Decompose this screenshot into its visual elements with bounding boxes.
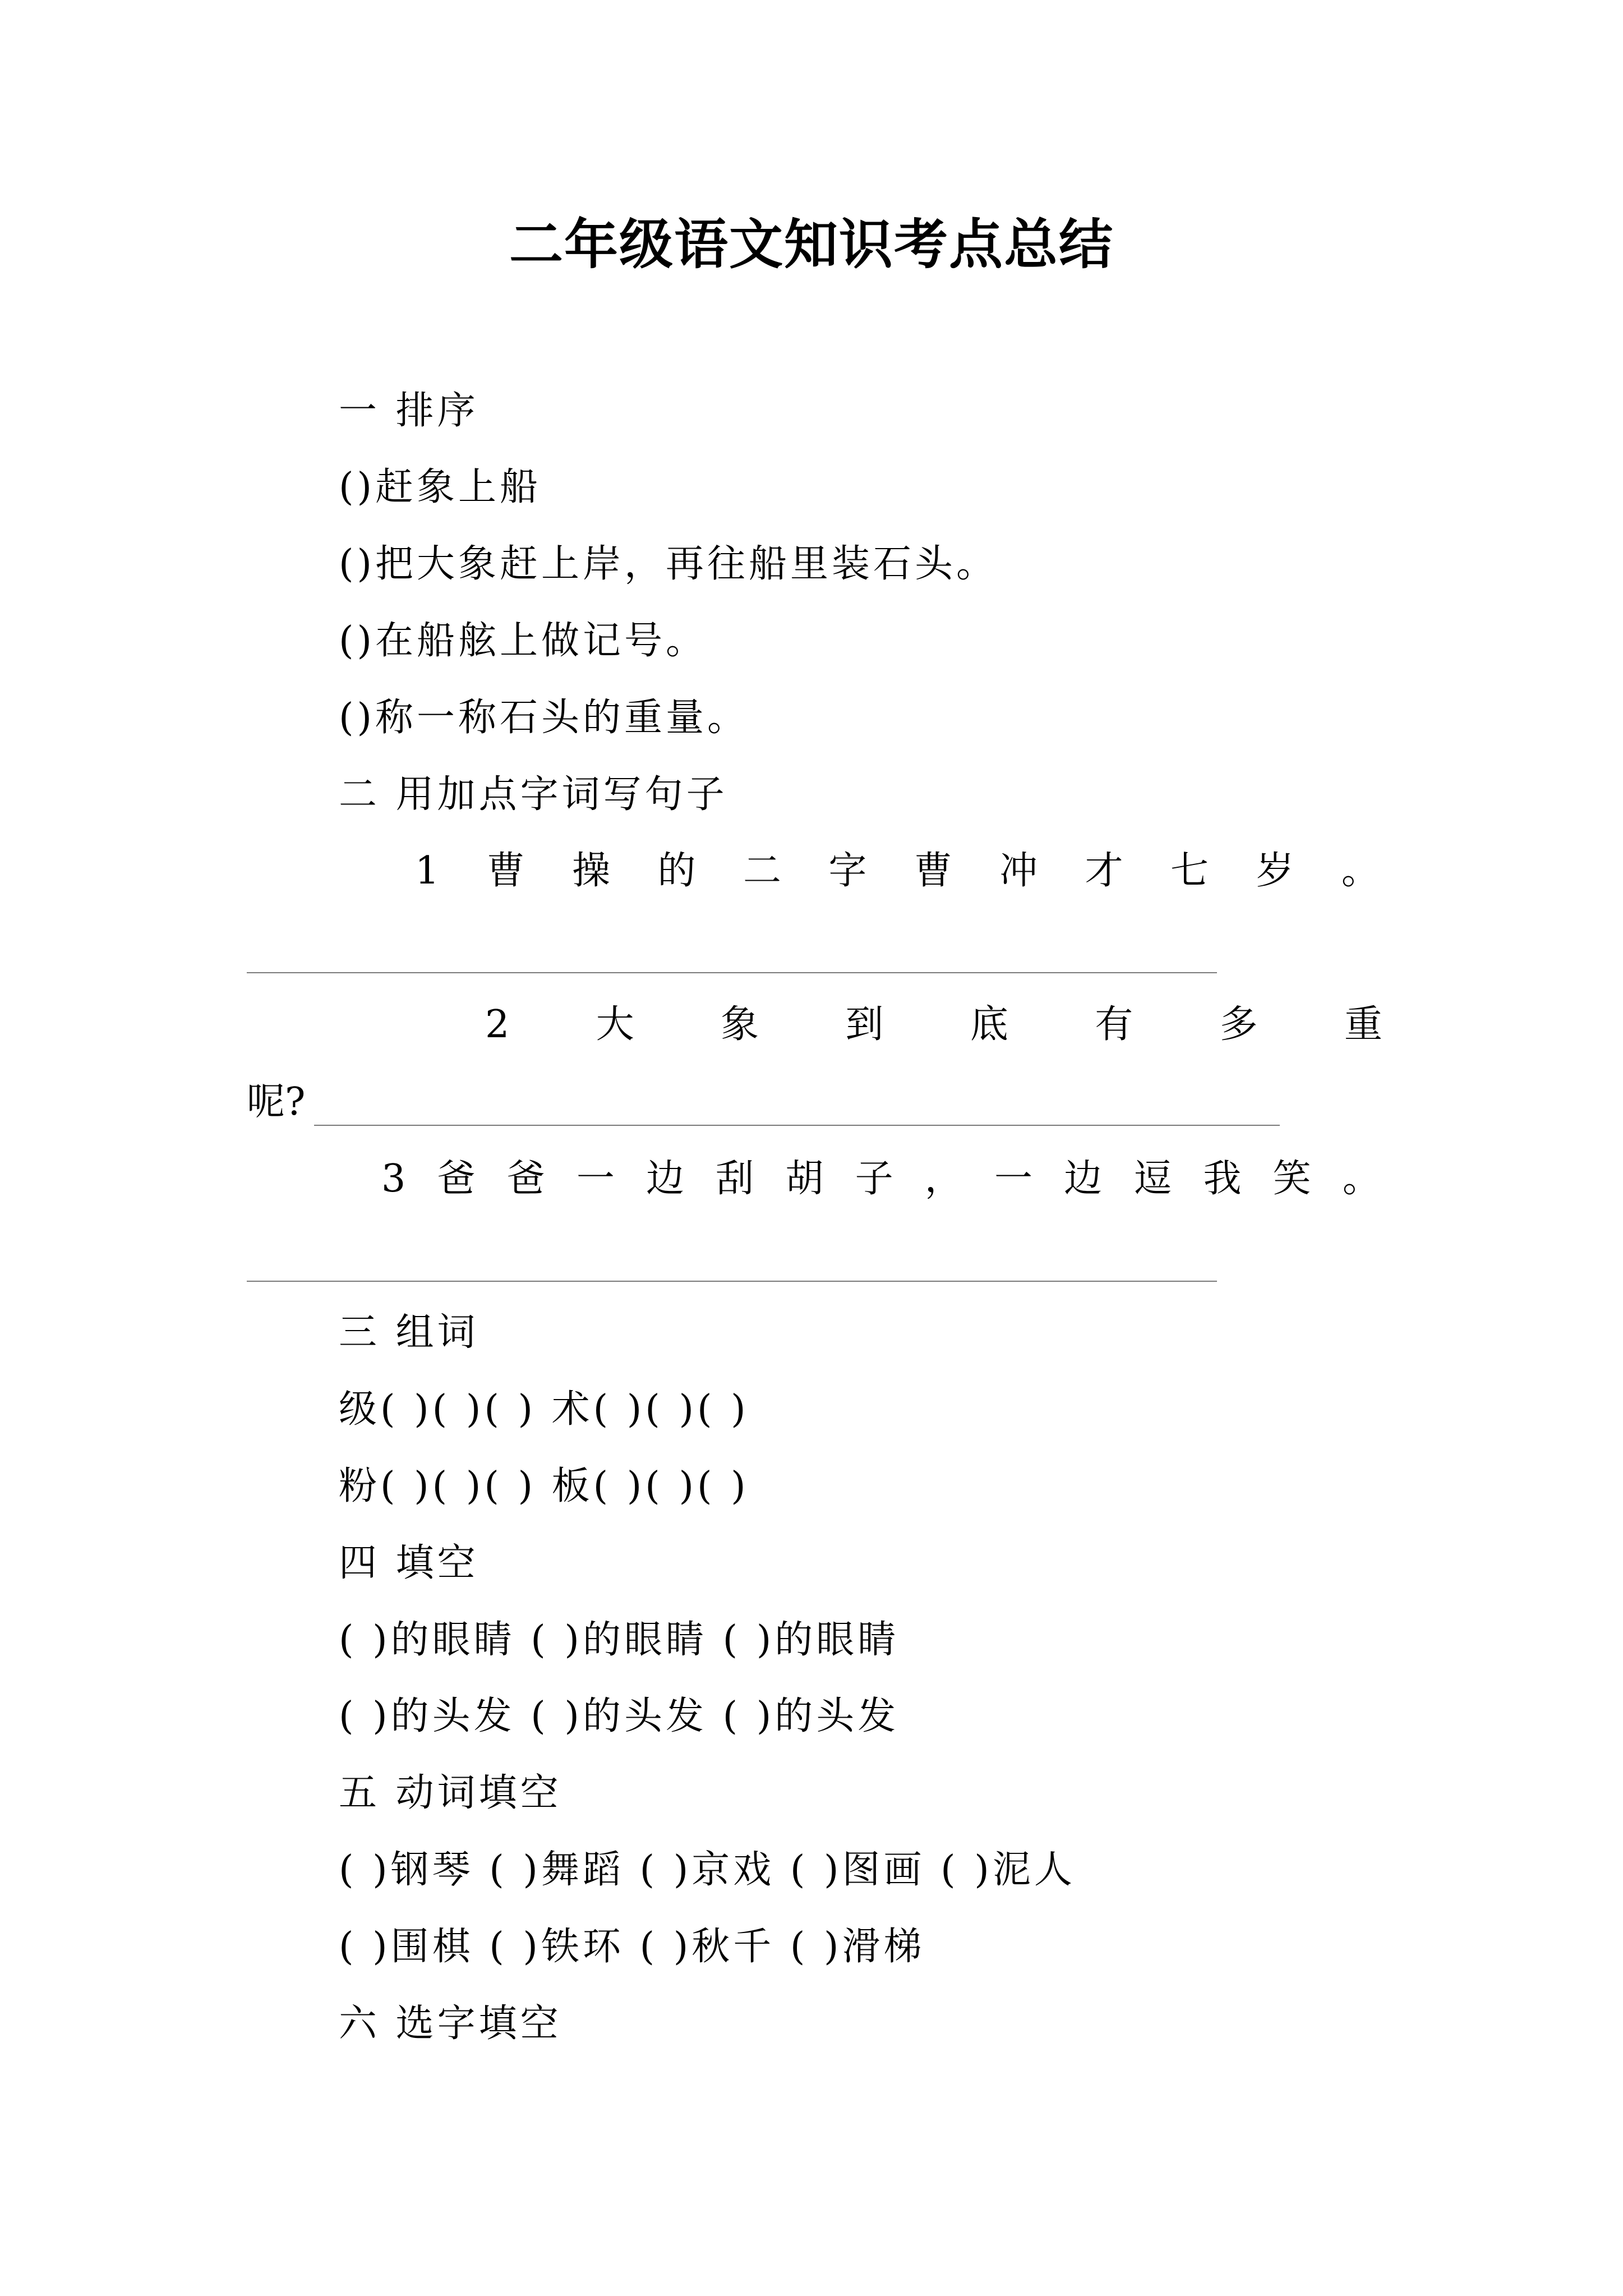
sentence-char: 爸 [437,1157,476,1201]
sentence-char: 冲 [999,849,1038,893]
sentence-char: 一 [576,1157,615,1201]
sentence-char: 。 [1342,1157,1381,1201]
sentence-prompt-1 [415,849,1380,894]
sentence-char: 曹 [486,849,525,893]
word-building-item: 级( )( )( ) 术( )( )( ) [339,1387,749,1432]
verb-fill-item: ( )围棋 ( )铁环 ( )秋千 ( )滑梯 [339,1925,925,1969]
word-building-item: 粉( )( )( ) 板( )( )( ) [339,1464,749,1508]
page-title: 二年级语文知识考点总结 [509,213,1114,276]
section-heading-choose-character: 六 选字填空 [339,2001,562,2046]
fill-blank-item: ( )的眼睛 ( )的眼睛 ( )的眼睛 [339,1618,900,1662]
verb-fill-item: ( )钢琴 ( )舞蹈 ( )京戏 ( )图画 ( )泥人 [339,1848,1076,1892]
sentence-char: 操 [572,849,611,893]
ordering-item: ()赶象上船 [339,465,542,509]
sentence-char: 象 [721,1002,759,1047]
sentence-char: 的 [657,849,696,893]
sentence-char: 到 [845,1002,884,1047]
sentence-char: 爸 [506,1157,545,1201]
fill-blank-item: ( )的头发 ( )的头发 ( )的头发 [339,1694,900,1738]
sentence-char: 多 [1219,1002,1258,1047]
sentence-char: 二 [743,849,781,893]
sentence-char: 七 [1170,849,1209,893]
sentence-char: 才 [1085,849,1123,893]
sentence-char: 笑 [1272,1157,1311,1201]
ordering-item: ()把大象赶上岸，再往船里装石头。 [339,542,998,586]
section-heading-sentences: 二 用加点字词写句子 [339,772,728,817]
sentence-char: 有 [1095,1002,1133,1047]
ordering-item: ()称一称石头的重量。 [339,696,749,740]
sentence-char: 。 [1341,849,1380,893]
sentence-prompt-3 [381,1157,1381,1202]
section-heading-verb-fill: 五 动词填空 [339,1771,562,1815]
sentence-char: 3 [381,1157,406,1201]
answer-line [314,1125,1280,1126]
sentence-char: 大 [596,1002,634,1047]
sentence-char: 边 [646,1157,685,1201]
answer-line [247,1281,1217,1282]
answer-line [247,972,1217,973]
sentence-prompt-2 [485,1002,1382,1047]
sentence-char: 边 [1064,1157,1103,1201]
sentence-char: 曹 [914,849,952,893]
sentence-char: 2 [485,1002,510,1047]
section-heading-fill-blank: 四 填空 [339,1541,479,1585]
sentence-char: 底 [970,1002,1008,1047]
sentence-char: 1 [415,849,440,893]
sentence-char: 我 [1203,1157,1242,1201]
sentence-char: 胡 [785,1157,824,1201]
sentence-char: 字 [828,849,867,893]
section-heading-word-building: 三 组词 [339,1310,479,1355]
sentence-char: 子 [855,1157,893,1201]
sentence-char: 一 [994,1157,1032,1201]
sentence-char: 逗 [1133,1157,1172,1201]
sentence-char: 重 [1344,1002,1382,1047]
sentence-char: 刮 [716,1157,754,1201]
ordering-item: ()在船舷上做记号。 [339,619,708,663]
section-heading-ordering: 一 排序 [339,389,479,433]
sentence-prompt-2-tail: 呢? [247,1080,306,1124]
sentence-char: ， [924,1157,963,1201]
sentence-char: 岁 [1256,849,1294,893]
